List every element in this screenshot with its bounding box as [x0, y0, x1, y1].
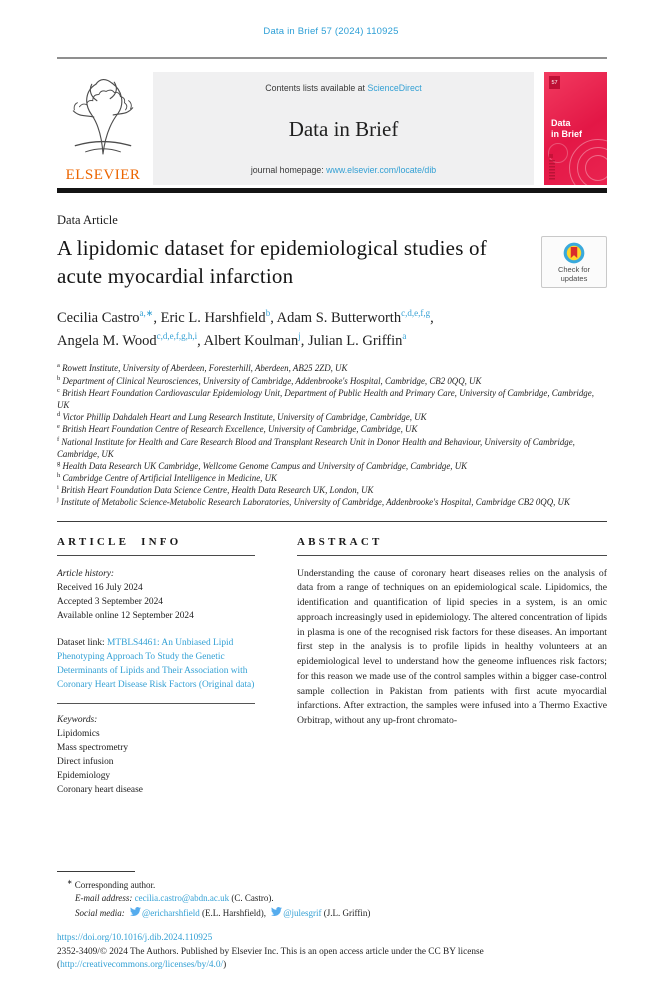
abstract-text: Understanding the cause of coronary heart diseases relies on the analysis of data from a range of techniques on an epidemiological scale. Lipidomics, the identification and quantification of lipid species in a system, is an omic approach increasingly used in epidemiology. The altered concentration of lipids in plasma is one of the recognised risk factors for these diseases. An important first step in the analysis is to profile lipids in healthy volunteers at an epidemiological level to understand how the geneome influences risk factors; for this reason we made use of the control samples within a bigger case-control sample collection in Pakistan from patients with first acute myocardial infarctions. After extraction, the samples were infused into a Thermo Exactive Orbitrap, without any up-front chromato- [297, 567, 607, 726]
cover-title-line2: in Brief [551, 128, 583, 139]
affiliations-list [57, 362, 607, 508]
journal-header [57, 72, 607, 185]
author-superscript[interactable]: c,d,e,f,g,h,i [156, 330, 198, 341]
article-title: A lipidomic dataset for epidemiological studies of acute myocardial infarction [57, 236, 487, 289]
elsevier-logo [57, 72, 149, 185]
article-info-column [57, 536, 255, 798]
article-history-label: Article history: [57, 568, 115, 579]
author-superscript[interactable]: a [402, 330, 407, 341]
author-separator: , [197, 332, 204, 349]
journal-citation: Data in Brief 57 (2024) 110925 [263, 26, 399, 37]
homepage-line [251, 165, 436, 175]
twitter-handle-name: (J.L. Griffin) [321, 907, 371, 918]
license-close: ) [223, 959, 227, 970]
history-item: Available online 12 September 2024 [57, 610, 194, 621]
email-name: (C. Castro). [229, 893, 274, 904]
affiliation-item: $^c$ British Heart Foundation Cardiovascular Epidemiology Unit, Department of Public Health and Primary Care, University of Cambridge, Cambridge, UK [57, 386, 594, 410]
keyword-item: Lipidomics [57, 728, 100, 739]
elsevier-wordmark: ELSEVIER [65, 167, 141, 183]
cover-fine-print [549, 160, 555, 180]
abstract-heading: ABSTRACT [297, 535, 383, 548]
cover-volume-badge: 57 [549, 76, 560, 89]
column-gap [255, 536, 297, 798]
twitter-icon [271, 906, 282, 917]
author-separator: , [270, 310, 277, 327]
section-divider-rule [57, 521, 607, 522]
sciencedirect-link[interactable]: ScienceDirect [367, 83, 422, 93]
email-line [57, 892, 607, 906]
email-link[interactable]: cecilia.castro@abdn.ac.uk [134, 893, 230, 904]
author-name: Cecilia Castro [57, 310, 140, 327]
author-name: Adam S. Butterworth [276, 310, 402, 327]
cover-title [551, 118, 582, 140]
license-line [57, 959, 607, 972]
cover-ring-icon [585, 155, 607, 181]
dataset-link[interactable]: MTBLS4461: An Unbiased Lipid Phenotyping Approach To Study the Genetic Determinants of Lipids and Their Association with Coronary Heart Disease Risk Factors (Original data) [57, 638, 255, 691]
affiliation-item: $^g$ Health Data Research UK Cambridge, Wellcome Genome Campus and University of Cambridge, Cambridge, UK [57, 459, 468, 471]
twitter-handle-name: (E.L. Harshfield), [199, 907, 269, 918]
copyright-line: 2352-3409/© 2024 The Authors. Published by Elsevier Inc. This is an open access article under the CC BY license [57, 946, 484, 957]
author-separator: , [153, 310, 161, 327]
author-superscript[interactable]: b [265, 308, 271, 319]
keyword-item: Coronary heart disease [57, 785, 143, 796]
dataset-line [57, 636, 255, 692]
header-divider-bar [57, 188, 607, 193]
twitter-handle-link[interactable]: @ericharshfield [142, 907, 200, 918]
author-superscript[interactable]: j [298, 330, 301, 341]
keyword-item: Epidemiology [57, 770, 111, 781]
journal-cover-thumbnail [544, 72, 607, 185]
footnote-rule [57, 871, 135, 872]
elsevier-tree-icon [65, 72, 141, 160]
social-media-label: Social media: [75, 907, 127, 918]
journal-header-box [153, 72, 534, 185]
author-superscript[interactable]: a,∗ [139, 308, 154, 319]
history-item: Accepted 3 September 2024 [57, 596, 163, 607]
dataset-link-label: Dataset link: [57, 638, 107, 649]
article-type-label: Data Article [57, 213, 118, 227]
affiliation-item: $^j$ Institute of Metabolic Science-Metabolic Research Laboratories, University of Cambridge, Addenbrooke's Hospital, Cambridge CB2 0QQ, UK [57, 496, 570, 508]
affiliation-item: $^a$ Rowett Institute, University of Aberdeen, Foresterhill, Aberdeen, AB25 2ZD, UK [57, 362, 348, 374]
history-item: Received 16 July 2024 [57, 582, 143, 593]
abstract-column [297, 536, 607, 798]
keyword-item: Direct infusion [57, 756, 114, 767]
corresponding-text: Corresponding author. [72, 879, 156, 890]
affiliation-item: $^f$ National Institute for Health and Care Research Blood and Transplant Research Unit in Donor Health and Behaviour, University of Cambridge, Cambridge, UK [57, 435, 575, 459]
license-url-link[interactable]: http://creativecommons.org/licenses/by/4.0/ [60, 959, 224, 970]
badge-line1: Check for [557, 264, 591, 274]
check-updates-badge[interactable] [541, 236, 607, 288]
twitter-icon [130, 906, 141, 917]
article-info-heading: ARTICLE INFO [57, 535, 182, 548]
authors-line [57, 307, 607, 352]
footnote-star: ∗ [67, 878, 73, 886]
keywords-label: Keywords: [57, 714, 98, 725]
check-updates-icon [562, 241, 586, 265]
author-name: Albert Koulman [203, 332, 299, 349]
author-name: Angela M. Wood [57, 332, 157, 349]
keyword-item: Mass spectrometry [57, 742, 129, 753]
license-open: ( [57, 959, 61, 970]
author-name: Julian L. Griffin [308, 332, 403, 349]
info-abstract-columns [57, 536, 607, 798]
social-line [57, 906, 607, 921]
homepage-label: journal homepage: [250, 165, 327, 175]
affiliation-item: $^h$ Cambridge Centre of Artificial Intelligence in Medicine, UK [57, 472, 277, 484]
affiliation-item: $^i$ British Heart Foundation Data Science Centre, Health Data Research UK, London, UK [57, 484, 374, 496]
top-rule [57, 57, 607, 59]
homepage-link[interactable]: www.elsevier.com/locate/dib [326, 165, 437, 175]
author-name: Eric L. Harshfield [160, 310, 266, 327]
doi-copyright-block [57, 932, 607, 972]
contents-line [265, 83, 421, 93]
affiliation-item: $^b$ Department of Clinical Neurosciences, University of Cambridge, Addenbrooke's Hospital, Cambridge, CB2 0QQ, UK [57, 374, 482, 386]
check-updates-label [558, 266, 590, 283]
cover-title-line1: Data [551, 118, 571, 128]
abstract-rule [297, 555, 607, 556]
affiliation-item: $^e$ British Heart Foundation Centre of Research Excellence, University of Cambridge, Cambridge, UK [57, 423, 418, 435]
title-row [57, 234, 607, 290]
badge-line2: updates [560, 273, 588, 283]
email-label: E-mail address: [75, 893, 135, 904]
page-footer [57, 871, 607, 972]
twitter-handle-link[interactable]: @julesgrif [283, 907, 322, 918]
contents-prefix: Contents lists available at [265, 83, 368, 93]
author-separator: , [430, 310, 434, 327]
author-separator: , [300, 332, 309, 349]
article-info-rule [57, 555, 255, 556]
journal-title: Data in Brief [288, 116, 399, 141]
corresponding-author-note [57, 878, 607, 893]
author-superscript[interactable]: c,d,e,f,g [401, 308, 431, 319]
affiliation-item: $^d$ Victor Phillip Dahdaleh Heart and Lung Research Institute, University of Cambridge, Cambridge, UK [57, 411, 427, 423]
doi-link[interactable]: https://doi.org/10.1016/j.dib.2024.110925 [57, 933, 213, 944]
keywords-rule [57, 703, 255, 704]
